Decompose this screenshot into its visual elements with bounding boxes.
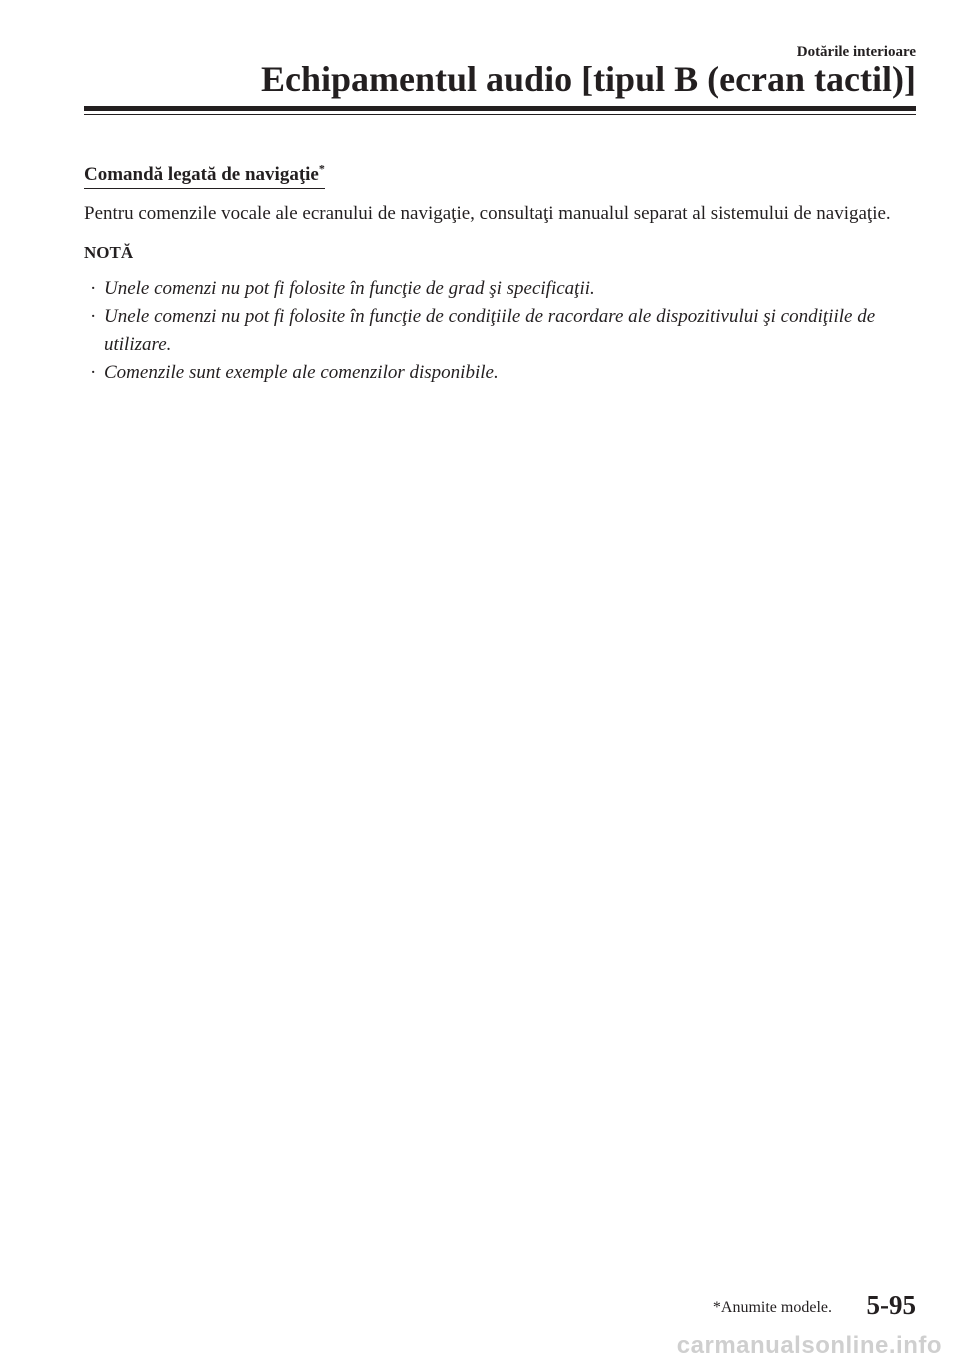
note-list — [84, 275, 920, 387]
note-text: Comenzile sunt exemple ale comenzilor disponibile. — [104, 362, 499, 383]
page-number: 5-95 — [866, 1290, 916, 1320]
note-label: NOTĂ — [84, 243, 134, 262]
section-title: Dotările interioare — [796, 44, 916, 60]
watermark: carmanualsonline.info — [676, 1332, 942, 1359]
footnote: *Anumite modele. — [712, 1299, 832, 1316]
note-item — [84, 275, 920, 303]
header-rule — [84, 106, 916, 111]
note-text: Unele comenzi nu pot fi folosite în funcţie de condiţiile de racordare ale dispozitivului şi condiţiile de utilizare. — [104, 306, 876, 355]
bullet-dot-icon: · — [90, 278, 97, 299]
section-heading-text: Comandă legată de navigaţie — [84, 164, 319, 185]
bullet-dot-icon: · — [90, 306, 97, 327]
bullet-dot-icon: · — [90, 362, 97, 383]
chapter-title: Echipamentul audio [tipul B (ecran tactil)] — [261, 59, 916, 99]
note-text: Unele comenzi nu pot fi folosite în funcţie de grad şi specificaţii. — [104, 278, 595, 299]
main-content — [84, 161, 920, 387]
body-paragraph: Pentru comenzile vocale ale ecranului de navigaţie, consultaţi manualul separat al sistemului de navigaţie. — [84, 203, 891, 224]
note-item — [84, 359, 920, 387]
note-item — [84, 303, 920, 359]
header-rule-thin — [84, 114, 916, 115]
section-heading — [84, 161, 325, 189]
heading-footnote-marker: * — [318, 161, 325, 176]
